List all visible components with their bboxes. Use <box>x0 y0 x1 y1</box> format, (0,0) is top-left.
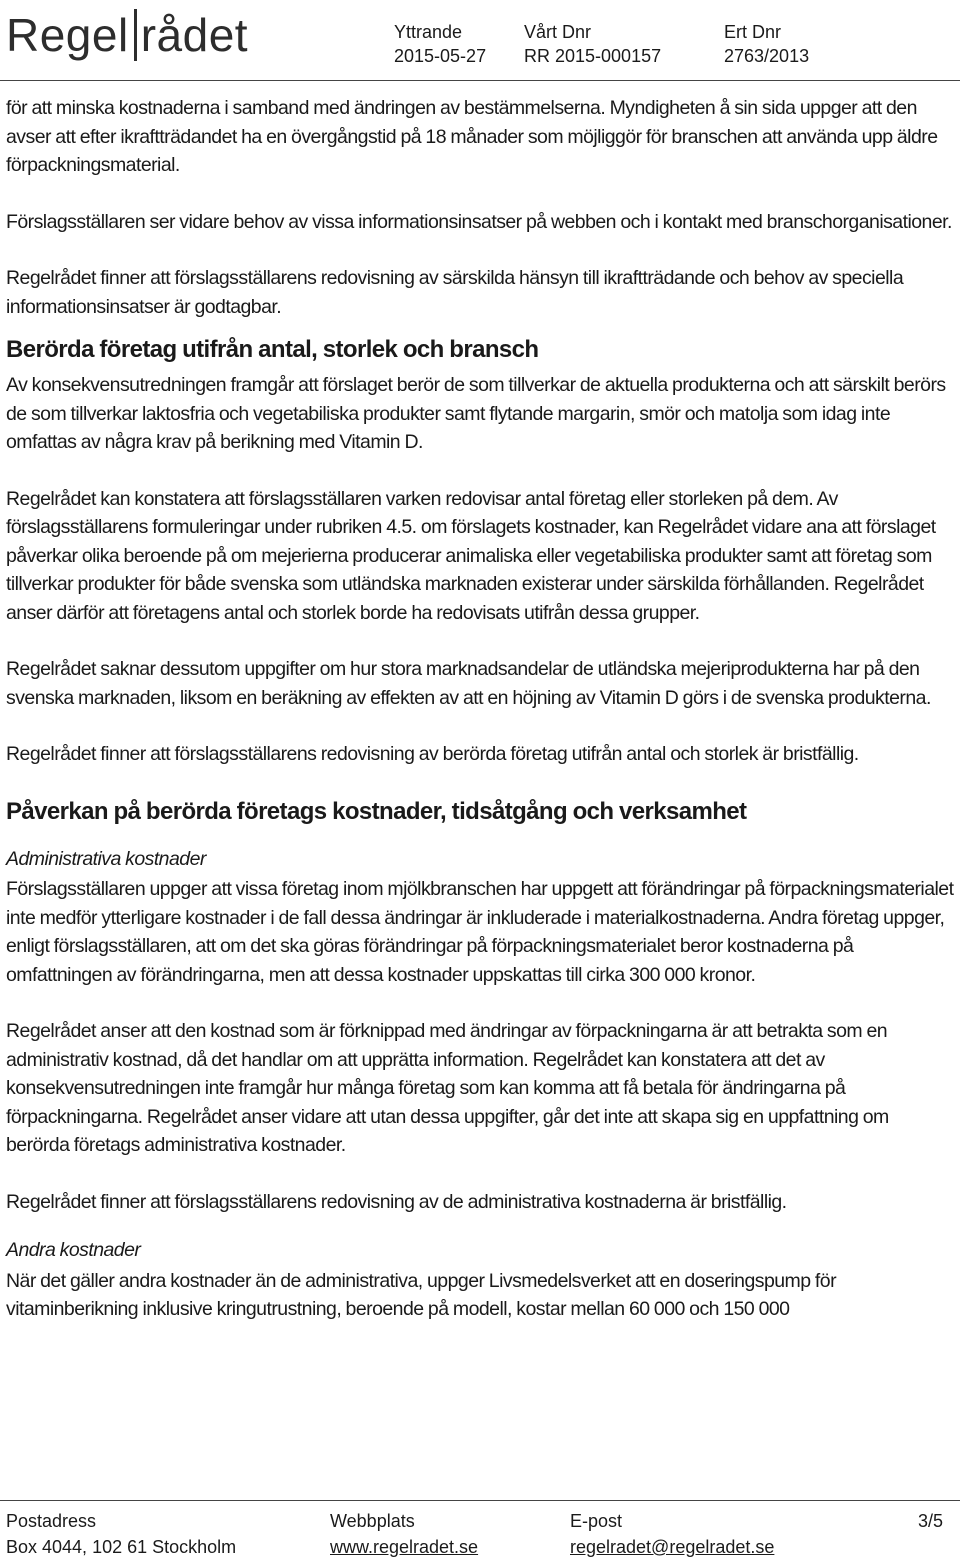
footer-epost <box>570 1508 774 1560</box>
footer-epost-label: E-post <box>570 1511 623 1531</box>
page-header <box>0 0 960 80</box>
header-yttrande <box>394 20 486 68</box>
subheading-administrativa-kostnader: Administrativa kostnader <box>6 847 206 870</box>
footer-divider <box>0 1500 960 1501</box>
logo-text-left: Regel <box>6 9 129 61</box>
paragraph: Regelrådet saknar dessutom uppgifter om hur stora marknadsandelar de utländska mejeriprodukterna har på den svenska marknaden, liksom en beräkning av effekten av att en höjning av Vitamin D görs i de svenska produkterna. <box>6 658 931 709</box>
footer-website-link[interactable]: www.regelradet.se <box>330 1537 479 1557</box>
footer-webbplats <box>330 1508 478 1560</box>
footer-email-link[interactable]: regelradet@regelradet.se <box>570 1537 775 1557</box>
paragraph: Förslagsställaren ser vidare behov av vissa informationsinsatser på webben och i kontakt med branschorganisationer. <box>6 210 952 233</box>
header-vart-dnr-label: Vårt Dnr <box>524 22 592 42</box>
paragraph: Regelrådet finner att förslagsställarens redovisning av berörda företag utifrån antal och storlek är bristfällig. <box>6 743 859 765</box>
logo-divider-bar <box>134 9 137 61</box>
header-ert-dnr-value: 2763/2013 <box>724 46 810 66</box>
footer-postadress <box>6 1508 236 1560</box>
paragraph: Förslagsställaren uppger att vissa företag inom mjölkbranschen har uppgett att förändringar på förpackningsmaterialet inte medför ytterligare kostnader i de fall dessa ändringar är inkluderade i materialkostnaderna. Andra företag uppger, enligt förslagsställaren, att om det ska göras förändringar på förpackningsmaterialet beror kostnaderna på omfattningen av förändringarna, men att dessa kostnader uppskattas till cirka 300 000 kronor. <box>6 878 954 986</box>
header-vart-dnr-value: RR 2015-000157 <box>524 46 662 66</box>
page-number <box>918 1508 943 1534</box>
regelradet-logo <box>6 8 248 62</box>
page-footer <box>0 1500 960 1562</box>
logo-text-right: rådet <box>140 9 249 61</box>
header-divider <box>0 80 960 81</box>
section-heading-berorda-foretag: Berörda företag utifrån antal, storlek och bransch <box>6 336 539 363</box>
footer-postadress-label: Postadress <box>6 1511 97 1531</box>
header-ert-dnr-label: Ert Dnr <box>724 22 782 42</box>
paragraph: När det gäller andra kostnader än de administrativa, uppger Livsmedelsverket att en doseringspump för vitaminberikning inklusive kringutrustning, beroende på modell, kostar mellan 60 000 och 150 000 <box>6 1269 837 1320</box>
subheading-andra-kostnader: Andra kostnader <box>6 1239 141 1261</box>
header-vart-dnr <box>524 20 661 68</box>
paragraph: Regelrådet anser att den kostnad som är förknippad med ändringar av förpackningarna är att betrakta som en administrativ kostnad, då det handlar om att upprätta information. Regelrådet kan konstatera att det av konsekvensutredningen inte framgår hur många företag som kan komma att få betala för ändringarna på förpackningarna. Regelrådet anser vidare att utan dessa uppgifter, går det inte att skapa sig en uppfattning om berörda företags administrativa kostnader. <box>6 1020 889 1156</box>
header-yttrande-value: 2015-05-27 <box>394 46 487 66</box>
page-number-label: 3/5 <box>918 1511 944 1531</box>
section-heading-paverkan: Påverkan på berörda företags kostnader, tidsåtgång och verksamhet <box>6 797 747 825</box>
header-yttrande-label: Yttrande <box>394 22 463 42</box>
document-body <box>6 94 954 1352</box>
paragraph: Regelrådet finner att förslagsställarens redovisning av särskilda hänsyn till ikraftträdande och behov av speciella informationsinsatser är godtagbar. <box>6 267 904 318</box>
header-ert-dnr <box>724 20 809 68</box>
paragraph: Av konsekvensutredningen framgår att förslaget berör de som tillverkar de aktuella produkterna och att särskilt berörs de som tillverkar laktosfria och vegetabiliska produkter samt flytande margarin, smör och matolja som idag inte omfattas av några krav på berikning med Vitamin D. <box>6 374 946 453</box>
paragraph: Regelrådet finner att förslagsställarens redovisning av de administrativa kostnaderna är bristfällig. <box>6 1190 787 1213</box>
footer-webbplats-label: Webbplats <box>330 1511 415 1531</box>
paragraph: för att minska kostnaderna i samband med ändringen av bestämmelserna. Myndigheten å sin sida uppger att den avser att efter ikraftträdandet ha en övergångstid på 18 månader som möjliggör för branschen att använda upp äldre förpackningsmaterial. <box>6 97 938 176</box>
footer-postadress-value: Box 4044, 102 61 Stockholm <box>6 1537 237 1557</box>
paragraph: Regelrådet kan konstatera att förslagsställaren varken redovisar antal företag eller storleken på dem. Av förslagsställarens formuleringar under rubriken 4.5. om förslagets kostnader, kan Regelrådet vidare ana att förslaget påverkar olika beroende på om mejerierna producerar animaliska eller vegetabiliska produkter samt att företag som tillverkar produkter för både svenska som utländska marknaden existerar under särskilda förhållanden. Regelrådet anser därför att företagens antal och storlek borde ha redovisats utifrån dessa grupper. <box>6 487 936 624</box>
